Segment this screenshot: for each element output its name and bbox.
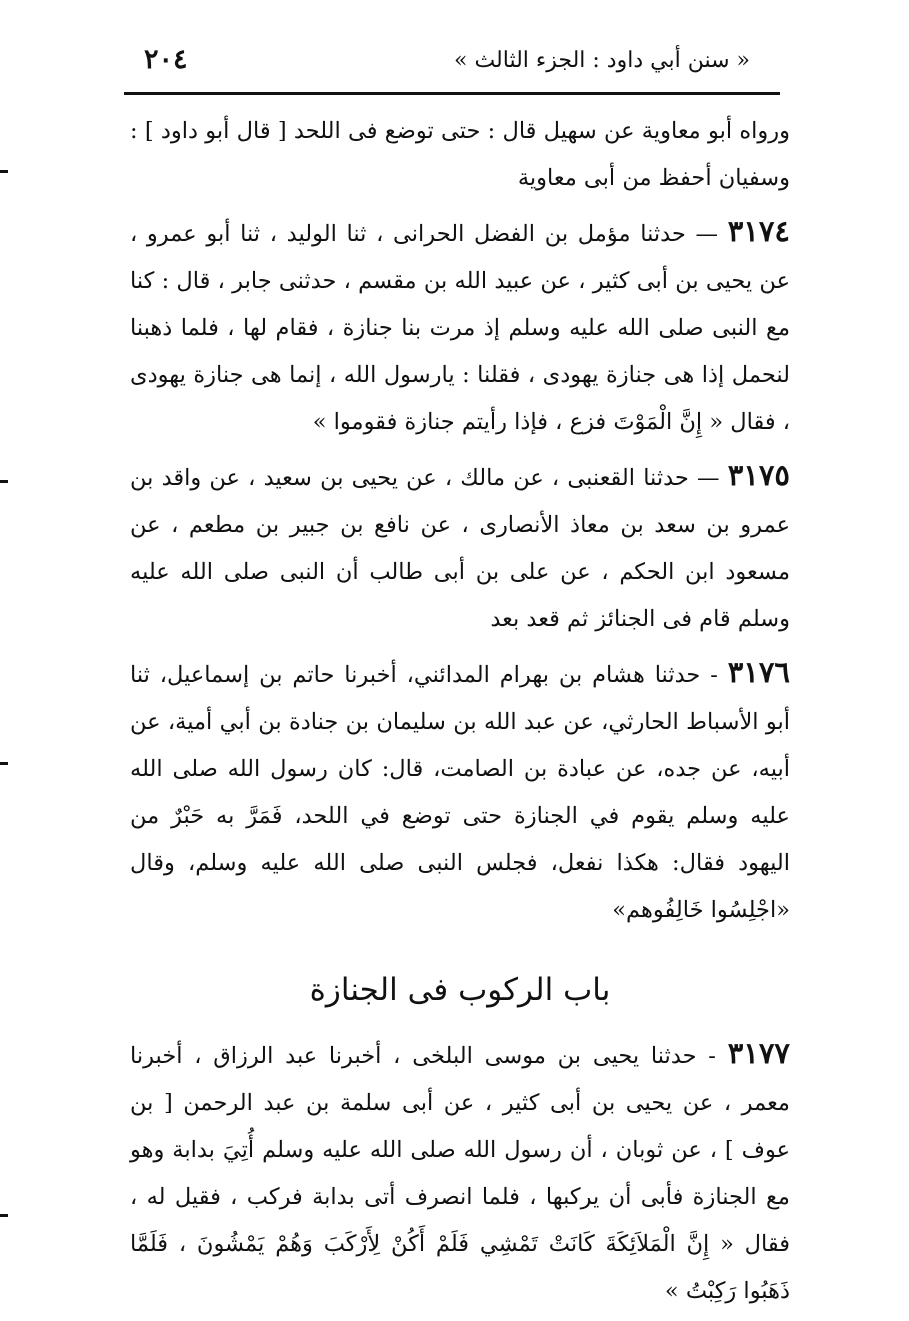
edge-mark [0, 762, 8, 765]
edge-mark [0, 480, 8, 483]
section-heading: باب الركوب فى الجنازة [309, 972, 611, 1008]
hadith-3175 [130, 452, 790, 643]
hadith-text: — حدثنا القعنبى ، عن مالك ، عن يحيى بن سعيد ، عن واقد بن عمرو بن سعد بن معاذ الأنصارى ، عن نافع بن جبير بن مطعم ، عن مسعود ابن الحكم ، عن على بن أبى طالب أن النبى صلى الله عليه وسلم قام فى الجنائز ثم قعد بعد [130, 465, 790, 632]
page-header [124, 38, 780, 95]
edge-mark [0, 1214, 8, 1217]
running-title: « سنن أبي داود : الجزء الثالث » [454, 48, 750, 73]
page-number: ٢٠٤ [144, 44, 188, 75]
hadith-3174 [130, 208, 790, 446]
hadith-text: — حدثنا مؤمل بن الفضل الحرانى ، ثنا الوليد ، ثنا أبو عمرو ، عن يحيى بن أبى كثير ، عن عبيد الله بن مقسم ، حدثنى جابر ، قال : كنا مع النبى صلى الله عليه وسلم إذ مرت بنا جنازة ، فقام لها ، فلما ذهبنا لنحمل إذا هى جنازة يهودى ، فقلنا : يارسول الله ، إنما هى جنازة يهودى ، فقال « إِنَّ الْمَوْتَ فزع ، فإذا رأيتم جنازة فقوموا » [130, 221, 790, 435]
main-text [130, 108, 790, 1321]
hadith-text: - حدثنا هشام بن بهرام المدائني، أخبرنا حاتم بن إسماعيل، ثنا أبو الأسباط الحارثي، عن عبد الله بن سليمان بن جنادة بن أبي أمية، عن أبيه، عن جده، عن عبادة بن الصامت، قال: كان رسول الله صلى الله عليه وسلم يقوم في الجنازة حتى توضع في اللحد، فَمَرَّ به حَبْرٌ من اليهود فقال: هكذا نفعل، فجلس النبى صلى الله عليه وسلم، وقال «اجْلِسُوا خَالِفُوهم» [130, 662, 790, 923]
hadith-number: ٣١٧٧ [727, 1036, 791, 1070]
hadith-text: - حدثنا يحيى بن موسى البلخى ، أخبرنا عبد الرزاق ، أخبرنا معمر ، عن يحيى بن أبى كثير ، عن أبى سلمة بن عبد الرحمن [ بن عوف ] ، عن ثوبان ، أن رسول الله صلى الله عليه وسلم أُتِيَ بدابة وهو مع الجنازة فأبى أن يركبها ، فلما انصرف أتى بدابة فركب ، فقيل له ، فقال « إِنَّ الْمَلاَئِكَةَ كَانَتْ تَمْشِي فَلَمْ أَكُنْ لِأَرْكَبَ وَهُمْ يَمْشُونَ ، فَلَمَّا ذَهَبُوا رَكِبْتُ » [130, 1043, 790, 1304]
hadith-3177 [130, 1030, 790, 1315]
hadith-number: ٣١٧٥ [727, 458, 791, 492]
hadith-number: ٣١٧٤ [727, 214, 791, 248]
edge-mark [0, 170, 8, 173]
hadith-3176 [130, 649, 790, 934]
paragraph-intro [130, 108, 790, 202]
hadith-number: ٣١٧٦ [727, 655, 790, 689]
paragraph-text: ورواه أبو معاوية عن سهيل قال : حتى توضع فى اللحد [ قال أبو داود ] : وسفيان أحفظ من أبى معاوية [130, 118, 790, 191]
